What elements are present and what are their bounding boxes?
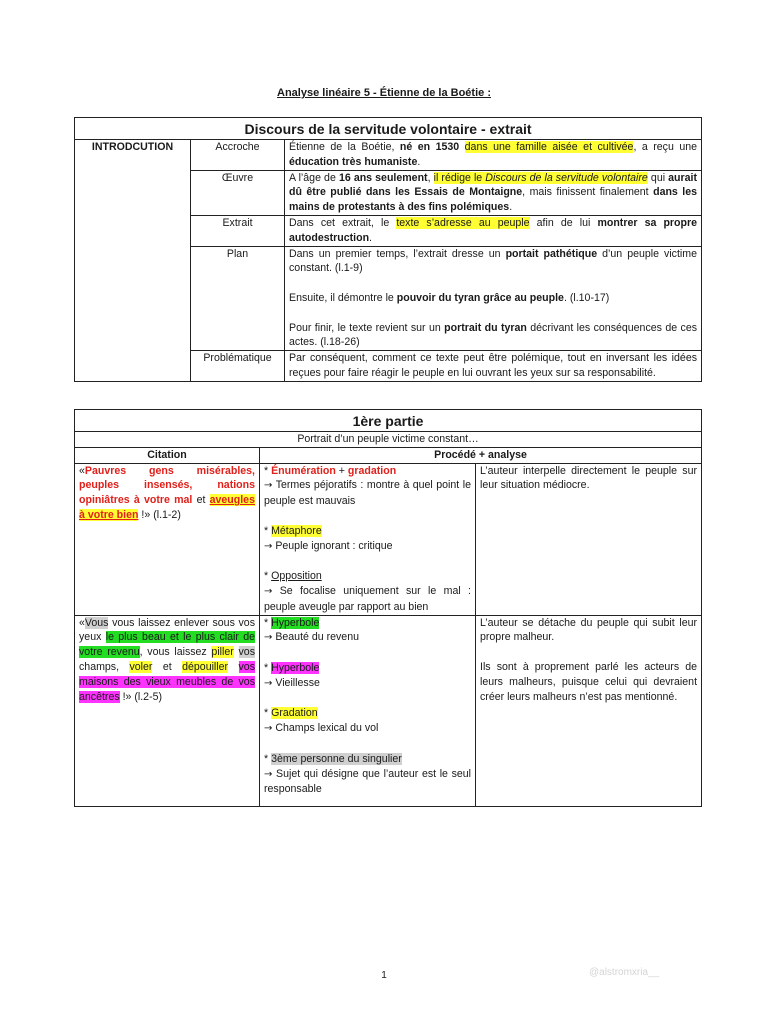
row-label-plan: Plan: [191, 246, 285, 351]
intro-heading: Discours de la servitude volontaire - extrait: [75, 118, 702, 140]
analyse-2: L’auteur se détache du peuple qui subit leur propre malheur. Ils sont à proprement parlé les acteurs de leurs malheurs, puisque celui qui devraient créer leurs malheurs n’est pas mentionné.: [476, 615, 702, 806]
table-row: [75, 463, 702, 615]
arrow-icon: →: [264, 480, 273, 492]
row-content-plan: [285, 246, 702, 351]
citation-2: «Vous vous laissez enlever sous vos yeux le plus beau et le plus clair de votre revenu, vous laissez piller vos champs, voler et dépouiller vos maisons des vieux meubles de vos ancêtres !» (l.2-5): [75, 615, 260, 806]
procede-1: * Énumération + gradation → Termes péjoratifs : montre à quel point le peuple est mauvais * Métaphore → Peuple ignorant : critique * Opposition → Se focalise uniquement sur le mal : peuple aveugle par rapport au bien: [260, 463, 476, 615]
analyse-1: L’auteur interpelle directement le peuple sur leur situation médiocre.: [476, 463, 702, 615]
part1-heading: 1ère partie: [75, 410, 702, 432]
citation-1: «Pauvres gens misérables, peuples insensés, nations opiniâtres à votre mal et aveugles à votre bien !» (l.1-2): [75, 463, 260, 615]
arrow-icon: →: [264, 768, 273, 780]
plan-part-3: Pour finir, le texte revient sur un portrait du tyran décrivant les conséquences de ces actes. (l.18-26): [289, 321, 698, 349]
row-label-problematique: Problématique: [191, 351, 285, 382]
page-number: 1: [381, 970, 387, 981]
arrow-icon: →: [264, 632, 273, 644]
procede-2: * Hyperbole → Beauté du revenu * Hyperbole → Vieillesse * Gradation → Champs lexical du vol * 3ème personne du singulier → Sujet qui désigne que l’auteur est le seul responsable: [260, 615, 476, 806]
row-label-extrait: Extrait: [191, 215, 285, 246]
row-content-accroche: Étienne de la Boétie, né en 1530 dans une famille aisée et cultivée, a reçu une éducation très humaniste.: [285, 140, 702, 171]
table-row: [75, 615, 702, 806]
intro-table: [74, 117, 702, 382]
col-header-procede: Procédé + analyse: [260, 447, 702, 463]
part1-subtitle: Portrait d’un peuple victime constant…: [75, 432, 702, 448]
row-label-accroche: Accroche: [191, 140, 285, 171]
arrow-icon: →: [264, 723, 273, 735]
intro-section-label: INTRODCUTION: [75, 140, 191, 382]
arrow-icon: →: [264, 677, 273, 689]
part1-table: [74, 409, 702, 807]
row-content-oeuvre: A l’âge de 16 ans seulement, il rédige le Discours de la servitude volontaire qui aurait dû être publié dans les Essais de Montaigne, mais finissent finalement dans les mains de protestants à des fins polémiques.: [285, 170, 702, 215]
arrow-icon: →: [264, 585, 273, 597]
arrow-icon: →: [264, 540, 273, 552]
row-content-extrait: Dans cet extrait, le texte s’adresse au peuple afin de lui montrer sa propre autodestruction.: [285, 215, 702, 246]
plan-part-1: Dans un premier temps, l’extrait dresse un portait pathétique d’un peuple victime constant. (l.1-9): [289, 247, 697, 275]
col-header-citation: Citation: [75, 447, 260, 463]
watermark-handle: @alstromxria__: [589, 967, 660, 978]
page-title: Analyse linéaire 5 - Étienne de la Boétie :: [277, 87, 491, 99]
plan-part-2: Ensuite, il démontre le pouvoir du tyran grâce au peuple. (l.10-17): [289, 291, 610, 304]
row-label-oeuvre: Œuvre: [191, 170, 285, 215]
row-content-problematique: Par conséquent, comment ce texte peut être polémique, tout en inversant les idées reçues pour faire réagir le peuple en lui ouvrant les yeux sur sa responsabilité.: [285, 351, 702, 382]
